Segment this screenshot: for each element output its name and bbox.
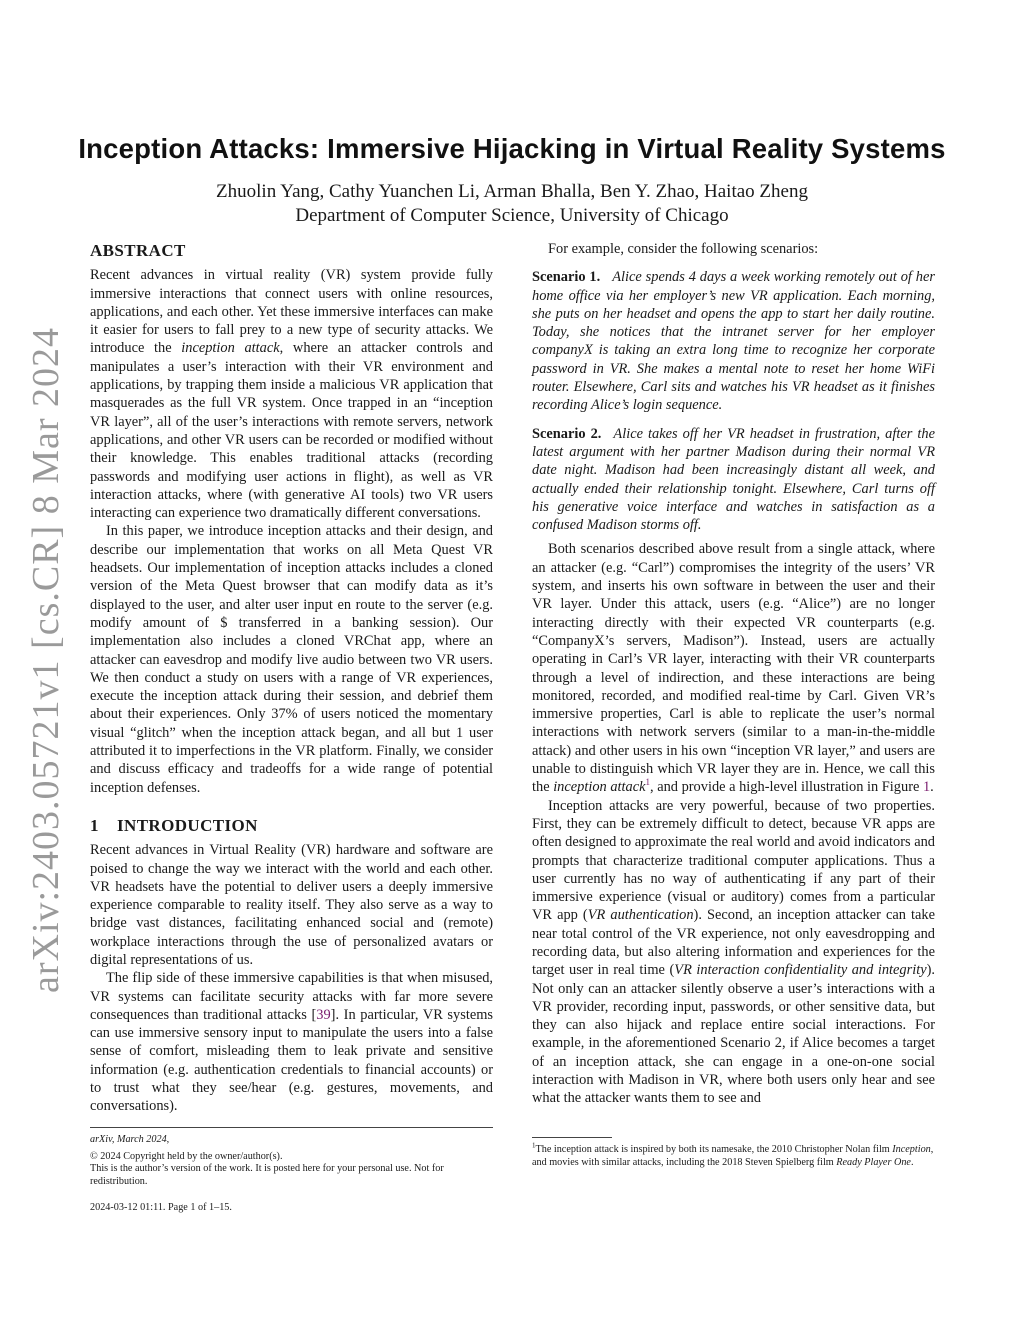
author-version-notice: This is the author’s version of the work. It is posted here for your personal use. Not for redistribution. <box>90 1163 444 1187</box>
abstract-heading: ABSTRACT <box>90 241 186 260</box>
page-timestamp: 2024-03-12 01:11. Page 1 of 1–15. <box>90 1202 232 1214</box>
scenario-1: Scenario 1. Alice spends 4 days a week working remotely out of her home office via her employer’s new VR application. Each morning, she puts on her headset and opens the app to start her daily routine. Today, she notices that the intranet server for her employer companyX is taking an extra long time to recognize her corporate password in VR. She makes a mental note to reset her home WiFi router. Elsewhere, Carl sits and watches his VR headset as it finishes recording Alice’s login sequence. <box>532 269 935 414</box>
body-paragraph-3: Both scenarios described above result from a single attack, where an attacker (e.g. “Carl”) compromises the integrity of the users’ VR system, and inserts his own software in between the user and their VR layer. Under this attack, users (e.g. “Alice”) are no longer interacting directly with their expected VR counterparts (e.g. “CompanyX’s servers, Madison”). Instead, users are actually operating in Carl’s VR layer, interacting with their VR counterparts through a level of indirection, and these interactions are being monitored, recorded, and modified real-time by Carl. Given VR’s immersive properties, Carl is able to replicate the user’s normal interactions with network servers (similar to a man-in-the-middle attack) and other users in his own “inception VR layer,” and users are unable to distinguish which VR layer they are in. Hence, we call this the inception attack$^1$, and provide a high-level illustration in Figure 1. <box>532 541 935 796</box>
footnote-1: $^1$The inception attack is inspired by both its namesake, the 2010 Christopher Nolan film Inception, and movies with similar attacks, including the 2018 Steven Spielberg film Ready Player One. <box>532 1141 934 1168</box>
venue-line: arXiv, March 2024, <box>90 1134 170 1145</box>
copyright-line: © 2024 Copyright held by the owner/author(s). <box>90 1150 283 1162</box>
right-column <box>532 240 935 1108</box>
body-paragraph-4: Inception attacks are very powerful, because of two properties. First, they can be extremely difficult to detect, because VR apps are often designed to approximate the real world and avoid indicators and prompts that characterize traditional computer applications. Thus a user currently has no way of authenticating if any part of their immersive experience (visual or auditory) comes from a particular VR app (VR authentication). Second, an inception attacker can take near total control of the VR experience, not only eavesdropping and recording data, but also altering information and experiences for the target user in real time (VR interaction confidentiality and integrity). Not only can an attacker silently observe a user’s interactions with a VR provider, recording input, passwords, or other sensitive data, but they can also hijack and replace entire social interactions. For example, in the aforementioned Scenario 2, if Alice becomes a target of an inception attack, she can engage in a one-on-one social interaction with Madison in VR, where both users only hear and see what the attacker wants them to see and <box>532 797 936 1107</box>
introduction-heading: 1 INTRODUCTION <box>90 815 258 835</box>
scenario-1-label: Scenario 1. <box>532 269 601 286</box>
left-column <box>90 240 493 1116</box>
scenarios-lead: For example, consider the following scenarios: <box>548 241 819 257</box>
arxiv-identifier[interactable]: arXiv:2403.05721v1 [cs.CR] 8 Mar 2024 <box>25 326 67 994</box>
abstract-paragraph-1: Recent advances in virtual reality (VR) system provide fully immersive interactions that connect users with online resources, applications, and each other. Yet these immersive interfaces can make it easier for users to fall prey to a new type of security attacks. We introduce the inception attack, where an attacker controls and manipulates a user’s interaction with their VR environment and applications, by trapping them inside a malicious VR application that masquerades as the full VR system. Once trapped in an “inception VR layer”, all of the user’s interactions with remote servers, network applications, and other VR users can be recorded or modified without their knowledge. This enables traditional attacks (recording passwords and modifying user actions in flight), as well as VR interaction attacks, where (with generative AI tools) two VR users interacting can experience two dramatically different conversations. <box>90 267 494 522</box>
intro-paragraph-2: The flip side of these immersive capabilities is that when misused, VR systems can facilitate security attacks with far more severe consequences than traditional attacks [39]. In particular, VR systems can use immersive sensory input to manipulate the users into a false sense of comfort, misleading them to leak private and sensitive information (e.g. authentication credentials to financial accounts) or to trust what they see/hear (e.g. gestures, movements, and conversations). <box>90 970 493 1115</box>
abstract-paragraph-2: In this paper, we introduce inception attacks and their design, and describe our implementation that works on all Meta Quest VR headsets. Our implementation of inception attacks includes a cloned version of the Meta Quest browser that can modify data as it’s displayed to the user, and alter user input en route to the server (e.g. modify amount of $ transferred in a banking session). Our implementation also includes a cloned VRChat app, where an attacker can eavesdrop and modify live audio between two VR users. We then conduct a study on users with a range of VR experiences, execute the inception attack during their session, and debrief them about their experiences. Only 37% of users noticed the momentary visual “glitch” when the inception attack began, and all but 1 user attributed it to imperfections in the VR platform. Finally, we consider and discuss efficacy and tradeoffs for a wide range of potential inception defenses. <box>90 523 493 796</box>
scenario-2: Scenario 2. Alice takes off her VR headset in frustration, after the latest argument with her partner Madison during their normal VR date night. Madison had been increasingly distant all week, and actually ended their relationship tonight. Elsewhere, Carl turns off his generative voice interface and watches in satisfaction as a confused Madison storms off. <box>532 425 935 534</box>
citation-link[interactable]: 39 <box>316 1006 331 1023</box>
author-list: Zhuolin Yang, Cathy Yuanchen Li, Arman Bhalla, Ben Y. Zhao, Haitao Zheng <box>216 181 808 202</box>
footnote-block <box>532 1137 935 1169</box>
footer-rule <box>90 1127 493 1128</box>
footnote-rule <box>532 1137 612 1138</box>
paper-title: Inception Attacks: Immersive Hijacking in Virtual Reality Systems <box>78 133 946 164</box>
arxiv-side-stamp <box>16 326 76 994</box>
footnote-link[interactable]: 1 <box>645 777 650 788</box>
scenario-2-label: Scenario 2. <box>532 425 602 442</box>
section-number: 1 <box>90 815 99 835</box>
intro-paragraph-1: Recent advances in Virtual Reality (VR) hardware and software are poised to change the way we interact with the world and each other. VR headsets have the potential to deliver users a deeply immersive experience comparable to reality itself. They also serve as a way to bridge vast distances, facilitating enhanced social and (remote) workplace interactions through the use of personalized avatars or digital representations of us. <box>90 842 493 968</box>
figure-link[interactable]: 1 <box>922 779 931 796</box>
affiliation: Department of Computer Science, University of Chicago <box>295 205 729 226</box>
left-footer <box>90 1127 493 1215</box>
